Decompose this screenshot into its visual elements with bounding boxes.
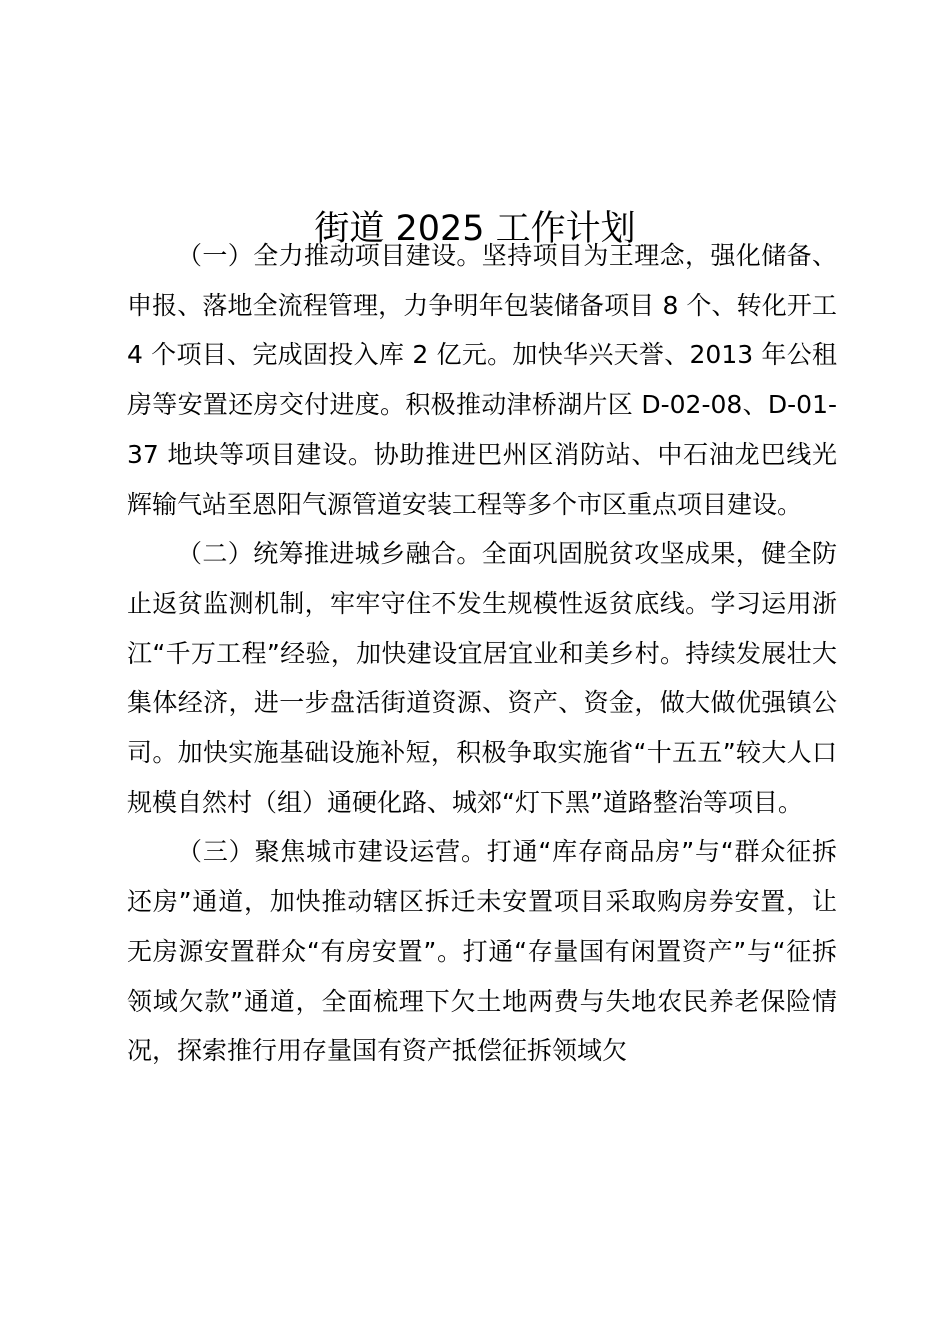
paragraph-city-construction: （三）聚焦城市建设运营。打通“库存商品房”与“群众征拆还房”通道，加快推动辖区拆迁未安置项目采取购房券安置，让无房源安置群众“有房安置”。打通“存量国有闲置资产”与“征拆领域欠款”通道，全面梳理下欠土地两费与失地农民养老保险情况，探索推行用存量国有资产抵偿征拆领域欠 bbox=[127, 837, 837, 1066]
paragraph-urban-rural-integration: （二）统筹推进城乡融合。全面巩固脱贫攻坚成果，健全防止返贫监测机制，牢牢守住不发生规模性返贫底线。学习运用浙江“千万工程”经验，加快建设宜居宜业和美乡村。持续发展壮大集体经济，进一步盘活街道资源、资产、资金，做大做优强镇公司。加快实施基础设施补短，积极争取实施省“十五五”较大人口规模自然村（组）通硬化路、城郊“灯下黑”道路整治等项目。 bbox=[127, 539, 837, 817]
paragraph-project-construction: （一）全力推动项目建设。坚持项目为王理念，强化储备、申报、落地全流程管理，力争明年包装储备项目 8 个、转化开工 4 个项目、完成固投入库 2 亿元。加快华兴天誉、2013 年公租房等安置还房交付进度。积极推动津桥湖片区 D-02-08、D-01-37 地块等项目建设。协助推进巴州区消防站、中石油龙巴线光辉输气站至恩阳气源管道安装工程等多个市区重点项目建设。 bbox=[127, 241, 837, 519]
document-body bbox=[127, 231, 837, 1076]
document-title: 街道 2025 工作计划 bbox=[314, 209, 636, 250]
